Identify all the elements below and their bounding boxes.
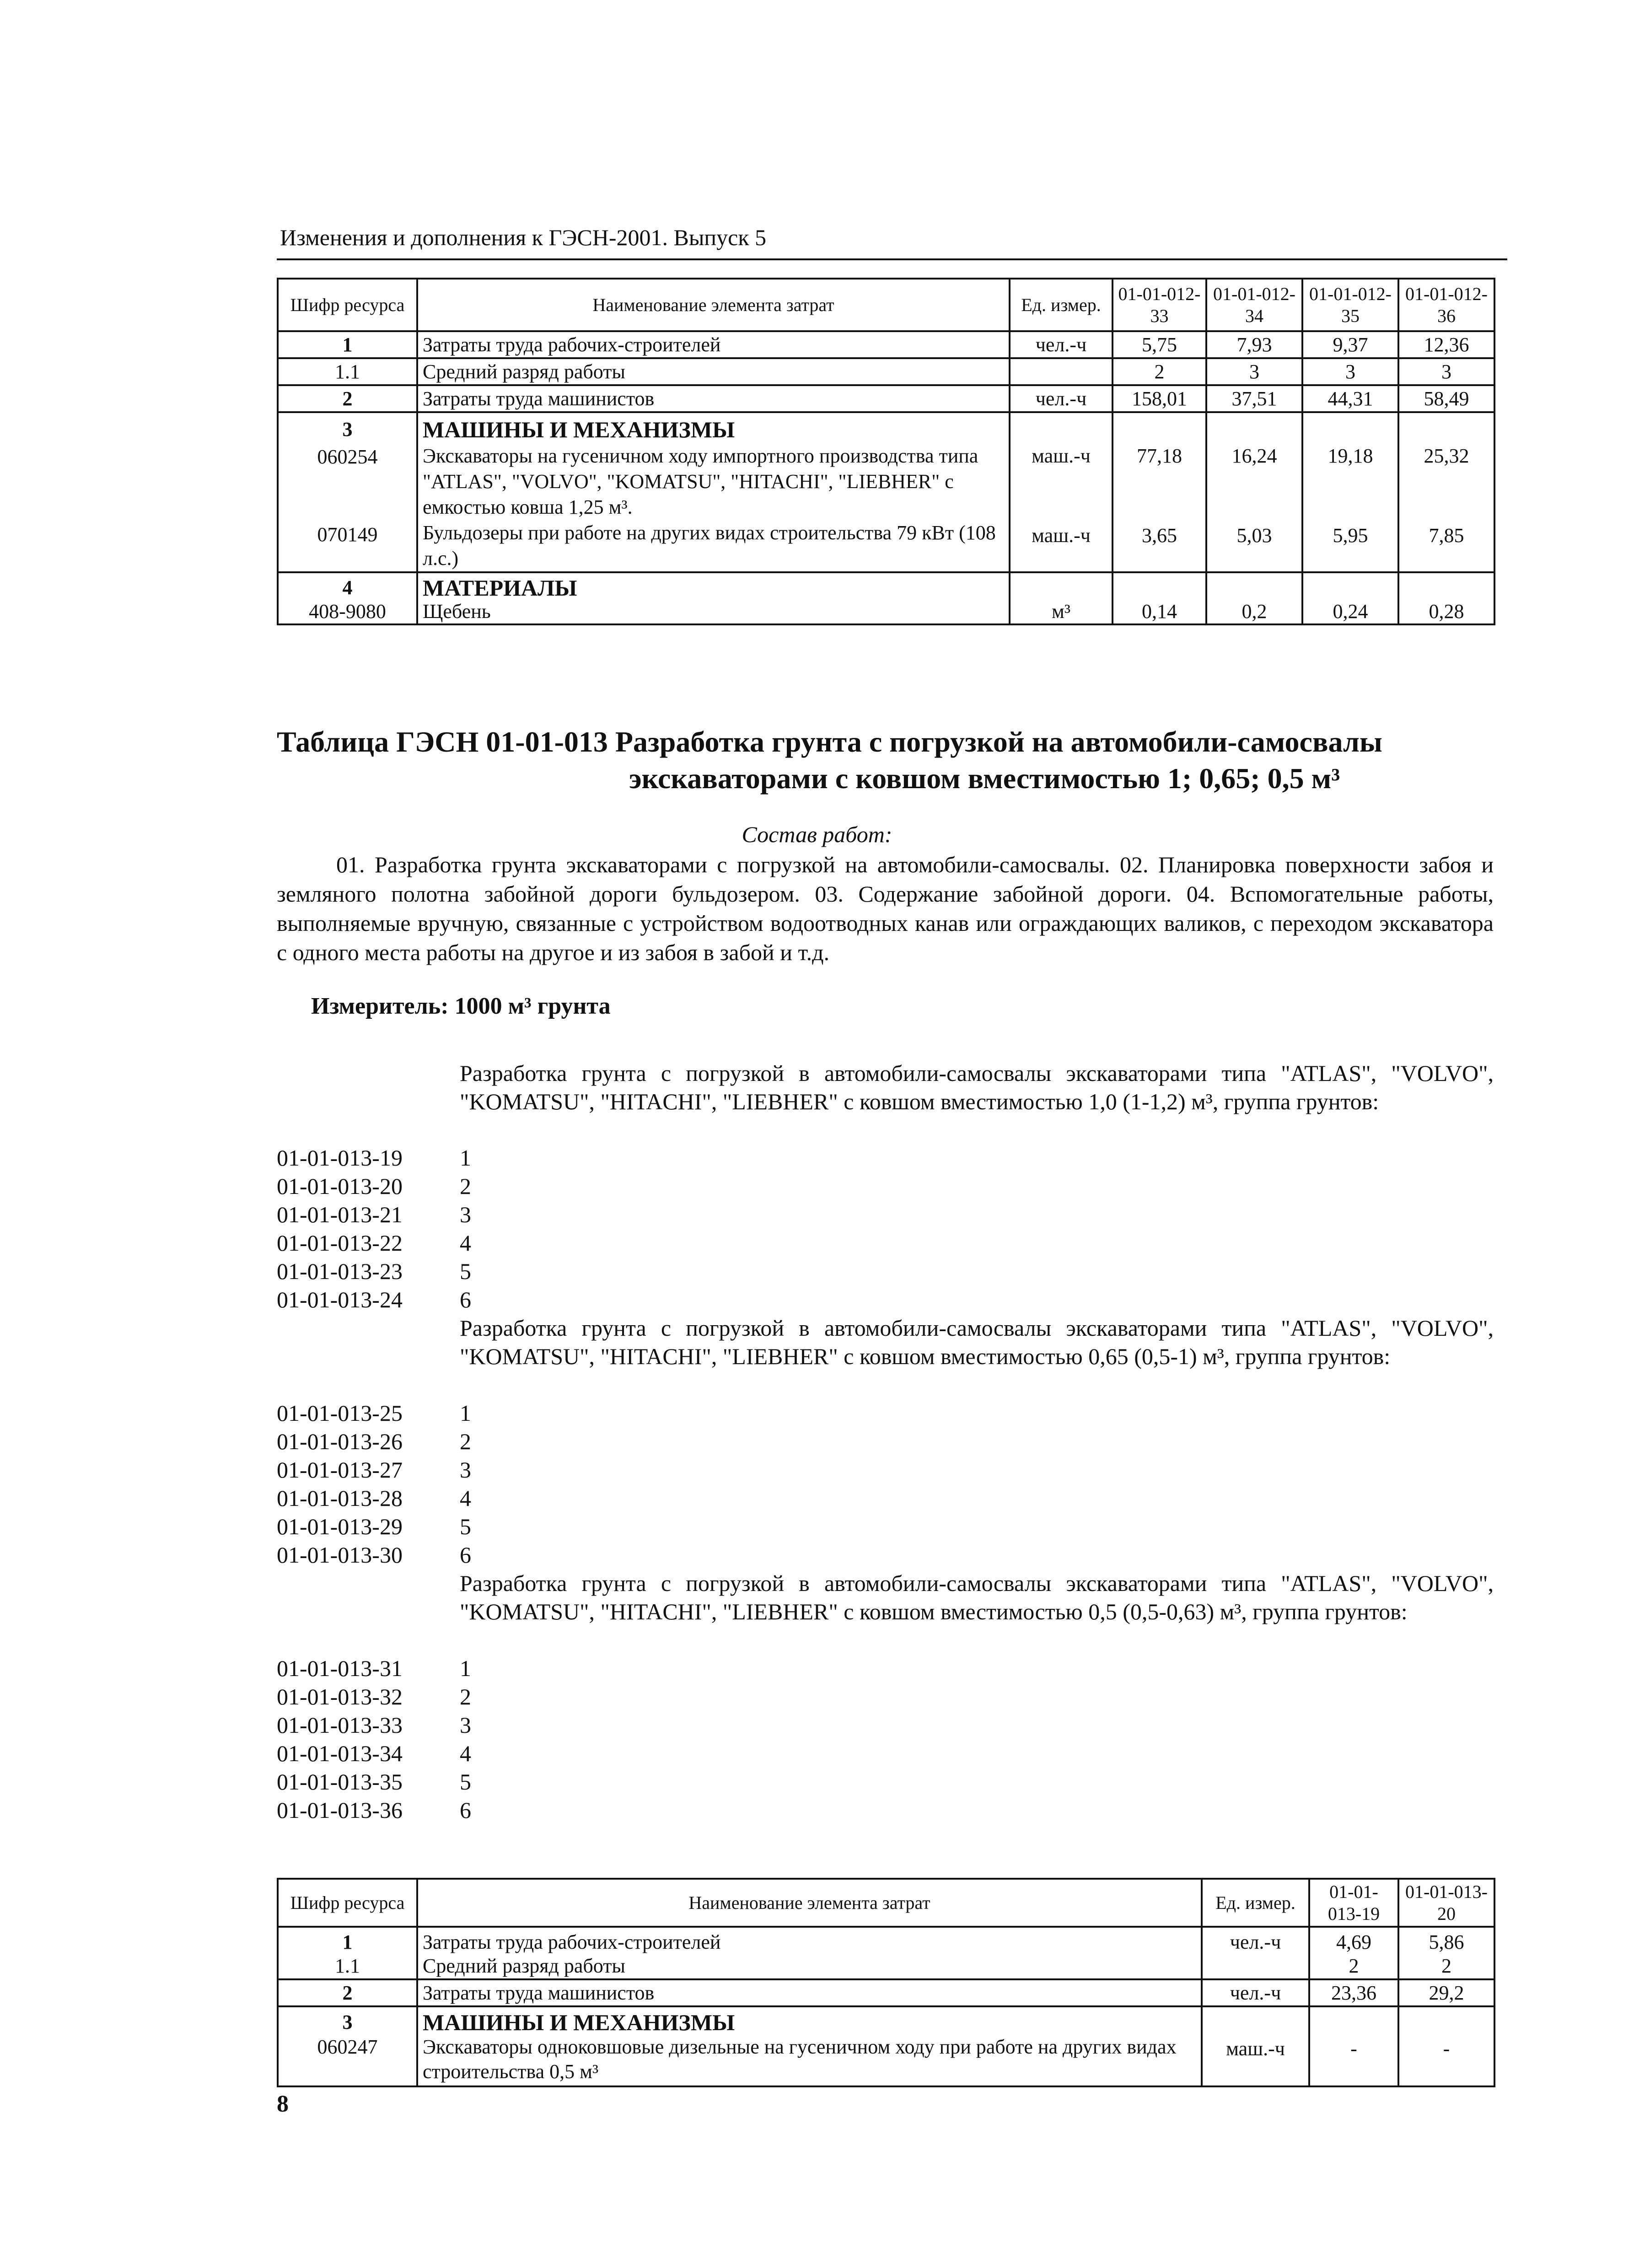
soil-group: 2 bbox=[460, 1684, 471, 1709]
row-unit: чел.-ч bbox=[1230, 1931, 1281, 1953]
row-value: 7,93 bbox=[1206, 331, 1302, 358]
row-name: Затраты труда рабочих-строителей bbox=[423, 1931, 721, 1953]
norm-code: 01-01-013-30 bbox=[277, 1542, 403, 1568]
soil-group: 4 bbox=[460, 1230, 471, 1256]
norm-code: 01-01-013-23 bbox=[277, 1258, 403, 1284]
list-item bbox=[277, 1739, 471, 1768]
table-header-row bbox=[278, 1879, 1494, 1927]
row-code: 060254 bbox=[317, 446, 378, 468]
soil-group: 2 bbox=[460, 1429, 471, 1454]
soil-group: 4 bbox=[460, 1485, 471, 1511]
list-item bbox=[277, 1285, 471, 1314]
row-name-stack bbox=[417, 572, 1010, 624]
soil-group: 6 bbox=[460, 1542, 471, 1568]
list-item bbox=[277, 1796, 471, 1824]
row-value: 58,49 bbox=[1398, 385, 1494, 412]
norm-code: 01-01-013-34 bbox=[277, 1741, 403, 1766]
row-value: 37,51 bbox=[1206, 385, 1302, 412]
col-unit-header: Ед. измер. bbox=[1202, 1879, 1309, 1927]
list-item bbox=[277, 1427, 471, 1456]
soil-group: 1 bbox=[460, 1400, 471, 1426]
section-heading: МАТЕРИАЛЫ bbox=[423, 575, 577, 601]
row-value: 3 bbox=[1302, 358, 1398, 385]
row-value-stack bbox=[1398, 1927, 1494, 1979]
row-unit: маш.-ч bbox=[1032, 524, 1091, 547]
row-code: 070149 bbox=[317, 523, 378, 546]
norm-code: 01-01-013-19 bbox=[277, 1145, 403, 1171]
row-code: 2 bbox=[278, 385, 417, 412]
header-rule bbox=[277, 258, 1507, 260]
table-section-block bbox=[278, 1927, 1494, 1979]
section-code: 4 bbox=[342, 576, 353, 599]
row-value: 25,32 bbox=[1424, 445, 1469, 467]
row-value: 3 bbox=[1206, 358, 1302, 385]
row-unit bbox=[1010, 358, 1113, 385]
section-code: 3 bbox=[342, 418, 353, 441]
col-norm-header: 01-01-012-35 bbox=[1302, 279, 1398, 331]
row-code: 1 bbox=[342, 1931, 353, 1953]
norm-code: 01-01-013-26 bbox=[277, 1429, 403, 1454]
row-value: 9,37 bbox=[1302, 331, 1398, 358]
col-code-header: Шифр ресурса bbox=[278, 279, 417, 331]
row-name-stack bbox=[417, 1927, 1202, 1979]
row-name: Экскаваторы на гусеничном ходу импортного производства типа "ATLAS", "VOLVO", "KOMATSU", "HITACHI", "LIEBHER" с емкостью ковша 1,25 м³. bbox=[423, 445, 978, 518]
row-value-stack bbox=[1398, 412, 1494, 572]
soil-group: 5 bbox=[460, 1258, 471, 1284]
col-norm-header: 01-01-012-36 bbox=[1398, 279, 1494, 331]
row-value: 5,75 bbox=[1113, 331, 1206, 358]
row-unit: чел.-ч bbox=[1010, 385, 1113, 412]
row-value-stack bbox=[1206, 572, 1302, 624]
table-title-continuation: экскаваторами с ковшом вместимостью 1; 0,65; 0,5 м³ bbox=[629, 762, 1340, 795]
measure-unit: Измеритель: 1000 м³ грунта bbox=[311, 993, 611, 1019]
col-unit-header: Ед. измер. bbox=[1010, 279, 1113, 331]
soil-group: 6 bbox=[460, 1797, 471, 1823]
row-value: 2 bbox=[1349, 1955, 1359, 1977]
soil-group: 1 bbox=[460, 1655, 471, 1681]
list-item bbox=[277, 1200, 471, 1229]
list-item bbox=[277, 1654, 471, 1682]
row-value: 3,65 bbox=[1142, 524, 1177, 547]
row-unit: м³ bbox=[1051, 600, 1071, 623]
table-row bbox=[278, 358, 1494, 385]
norm-code: 01-01-013-29 bbox=[277, 1514, 403, 1539]
norm-code: 01-01-013-20 bbox=[277, 1173, 403, 1199]
soil-group: 3 bbox=[460, 1457, 471, 1483]
row-unit: маш.-ч bbox=[1032, 445, 1091, 467]
col-norm-header: 01-01-013-20 bbox=[1398, 1879, 1494, 1927]
norm-code: 01-01-013-25 bbox=[277, 1400, 403, 1426]
list-item bbox=[277, 1512, 471, 1541]
soil-group: 5 bbox=[460, 1769, 471, 1795]
col-norm-header: 01-01-013-19 bbox=[1309, 1879, 1398, 1927]
norm-code: 01-01-013-24 bbox=[277, 1287, 403, 1312]
row-code: 1.1 bbox=[335, 1955, 360, 1977]
soil-group: 3 bbox=[460, 1712, 471, 1738]
row-value: 3 bbox=[1398, 358, 1494, 385]
soil-group: 2 bbox=[460, 1173, 471, 1199]
list-item bbox=[277, 1229, 471, 1257]
list-item bbox=[277, 1682, 471, 1711]
row-unit-stack bbox=[1202, 2006, 1309, 2086]
composition-text: 01. Разработка грунта экскаваторами с погрузкой на автомобили-самосвалы. 02. Планировка поверхности забоя и земляного полотна забойной дороги бульдозером. 03. Содержание забойной дороги. 04. Вспомогательные работы, выполняемые вручную, связанные с устройством водоотводных канав или ограждающих валиков, с переходом экскаватора с одного места работы на другое и из забоя в забой и т.д. bbox=[277, 852, 1494, 965]
row-value: 0,24 bbox=[1333, 600, 1368, 623]
row-value: 0,2 bbox=[1242, 600, 1267, 623]
norm-code: 01-01-013-22 bbox=[277, 1230, 403, 1256]
row-value: - bbox=[1443, 2037, 1450, 2060]
row-unit-stack bbox=[1010, 572, 1113, 624]
list-item bbox=[277, 1768, 471, 1796]
row-value-stack bbox=[1398, 572, 1494, 624]
row-value-stack bbox=[1302, 572, 1398, 624]
section-heading: МАШИНЫ И МЕХАНИЗМЫ bbox=[423, 2010, 735, 2035]
row-name: Затраты труда машинистов bbox=[417, 385, 1010, 412]
list-item bbox=[277, 1257, 471, 1285]
row-value: 29,2 bbox=[1398, 1979, 1494, 2006]
norm-code: 01-01-013-27 bbox=[277, 1457, 403, 1483]
row-value: 4,69 bbox=[1336, 1931, 1371, 1953]
norm-group-description: Разработка грунта с погрузкой в автомобили-самосвалы экскаваторами типа "ATLAS", "VOLVO", "KOMATSU", "HITACHI", "LIEBHER" с ковшом вместимостью 1,0 (1-1,2) м³, группа грунтов: bbox=[460, 1060, 1494, 1114]
resource-table-012 bbox=[277, 278, 1495, 625]
row-value-stack bbox=[1113, 412, 1206, 572]
norm-code: 01-01-013-31 bbox=[277, 1655, 403, 1681]
row-value-stack bbox=[1309, 1927, 1398, 1979]
col-code-header: Шифр ресурса bbox=[278, 1879, 417, 1927]
row-unit: чел.-ч bbox=[1202, 1979, 1309, 2006]
row-value: 19,18 bbox=[1328, 445, 1373, 467]
norm-code: 01-01-013-36 bbox=[277, 1797, 403, 1823]
row-value: - bbox=[1350, 2037, 1357, 2060]
table-section-block bbox=[278, 412, 1494, 572]
norm-code: 01-01-013-28 bbox=[277, 1485, 403, 1511]
section-code: 3 bbox=[342, 2011, 353, 2033]
row-value: 5,95 bbox=[1333, 524, 1368, 547]
row-code: 1.1 bbox=[278, 358, 417, 385]
list-item bbox=[277, 1144, 471, 1172]
col-name-header: Наименование элемента затрат bbox=[417, 279, 1010, 331]
resource-table-013 bbox=[277, 1878, 1495, 2087]
row-name: Средний разряд работы bbox=[417, 358, 1010, 385]
row-name-stack bbox=[417, 2006, 1202, 2086]
soil-group: 1 bbox=[460, 1145, 471, 1171]
soil-group: 5 bbox=[460, 1514, 471, 1539]
row-unit-stack bbox=[1010, 412, 1113, 572]
row-code: 2 bbox=[278, 1979, 417, 2006]
row-code-stack bbox=[278, 412, 417, 572]
list-item bbox=[277, 1541, 471, 1569]
row-value: 0,28 bbox=[1429, 600, 1464, 623]
norm-group-description: Разработка грунта с погрузкой в автомобили-самосвалы экскаваторами типа "ATLAS", "VOLVO", "KOMATSU", "HITACHI", "LIEBHER" с ковшом вместимостью 0,65 (0,5-1) м³, группа грунтов: bbox=[460, 1315, 1494, 1369]
norm-code: 01-01-013-35 bbox=[277, 1769, 403, 1795]
row-value: 5,03 bbox=[1236, 524, 1272, 547]
row-code-stack bbox=[278, 2006, 417, 2086]
soil-group: 3 bbox=[460, 1202, 471, 1227]
row-code-stack bbox=[278, 572, 417, 624]
composition-heading: Состав работ: bbox=[742, 822, 892, 847]
table-title: Таблица ГЭСН 01-01-013 Разработка грунта с погрузкой на автомобили-самосвалы bbox=[277, 726, 1382, 758]
row-value: 44,31 bbox=[1302, 385, 1398, 412]
row-unit: чел.-ч bbox=[1010, 331, 1113, 358]
col-name-header: Наименование элемента затрат bbox=[417, 1879, 1202, 1927]
row-name: Затраты труда рабочих-строителей bbox=[417, 331, 1010, 358]
table-row bbox=[278, 385, 1494, 412]
col-norm-header: 01-01-012-34 bbox=[1206, 279, 1302, 331]
row-value-stack bbox=[1113, 572, 1206, 624]
table-row bbox=[278, 331, 1494, 358]
row-code-stack bbox=[278, 1927, 417, 1979]
norm-code: 01-01-013-21 bbox=[277, 1202, 403, 1227]
norm-code: 01-01-013-33 bbox=[277, 1712, 403, 1738]
row-value: 0,14 bbox=[1142, 600, 1177, 623]
row-value: 5,86 bbox=[1429, 1931, 1464, 1953]
list-item bbox=[277, 1484, 471, 1512]
row-name-stack bbox=[417, 412, 1010, 572]
section-heading: МАШИНЫ И МЕХАНИЗМЫ bbox=[423, 417, 735, 442]
row-code: 408-9080 bbox=[309, 600, 386, 623]
row-value: 2 bbox=[1113, 358, 1206, 385]
row-value: 77,18 bbox=[1137, 445, 1182, 467]
norm-code: 01-01-013-32 bbox=[277, 1684, 403, 1709]
row-value-stack bbox=[1302, 412, 1398, 572]
norm-group-description: Разработка грунта с погрузкой в автомобили-самосвалы экскаваторами типа "ATLAS", "VOLVO", "KOMATSU", "HITACHI", "LIEBHER" с ковшом вместимостью 0,5 (0,5-0,63) м³, группа грунтов: bbox=[460, 1570, 1494, 1624]
row-name: Экскаваторы одноковшовые дизельные на гусеничном ходу при работе на других видах строительства 0,5 м³ bbox=[423, 2036, 1177, 2083]
row-value: 158,01 bbox=[1113, 385, 1206, 412]
list-item bbox=[277, 1456, 471, 1484]
row-name: Щебень bbox=[423, 600, 491, 623]
row-name: Затраты труда машинистов bbox=[417, 1979, 1202, 2006]
row-code: 1 bbox=[278, 331, 417, 358]
row-value-stack bbox=[1309, 2006, 1398, 2086]
list-item bbox=[277, 1711, 471, 1739]
row-value: 16,24 bbox=[1231, 445, 1277, 467]
running-header: Изменения и дополнения к ГЭСН-2001. Выпуск 5 bbox=[280, 225, 767, 250]
row-value: 23,36 bbox=[1309, 1979, 1398, 2006]
table-row bbox=[278, 1979, 1494, 2006]
soil-group: 6 bbox=[460, 1287, 471, 1312]
page-number: 8 bbox=[277, 2091, 289, 2117]
table-header-row bbox=[278, 279, 1494, 331]
row-unit-stack bbox=[1202, 1927, 1309, 1979]
col-norm-header: 01-01-012-33 bbox=[1113, 279, 1206, 331]
row-name: Бульдозеры при работе на других видах строительства 79 кВт (108 л.с.) bbox=[423, 521, 996, 570]
list-item bbox=[277, 1399, 471, 1427]
row-code: 060247 bbox=[317, 2036, 378, 2058]
row-unit: маш.-ч bbox=[1226, 2037, 1285, 2060]
row-name: Средний разряд работы bbox=[423, 1955, 625, 1977]
table-section-block bbox=[278, 2006, 1494, 2086]
row-value-stack bbox=[1206, 412, 1302, 572]
row-value-stack bbox=[1398, 2006, 1494, 2086]
row-value: 2 bbox=[1441, 1955, 1451, 1977]
soil-group: 4 bbox=[460, 1741, 471, 1766]
list-item bbox=[277, 1172, 471, 1200]
table-section-block bbox=[278, 572, 1494, 624]
row-value: 12,36 bbox=[1398, 331, 1494, 358]
row-value: 7,85 bbox=[1429, 524, 1464, 547]
